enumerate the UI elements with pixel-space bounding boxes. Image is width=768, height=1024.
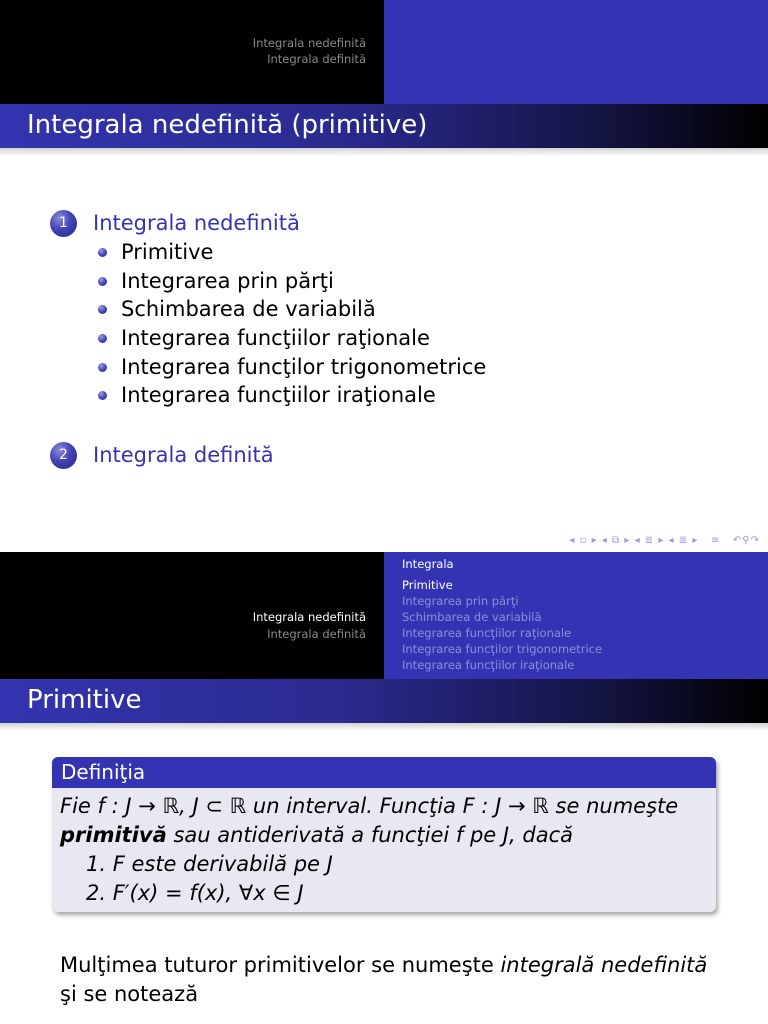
- headline-left: [0, 0, 384, 104]
- nav-frame-icon[interactable]: ▫: [579, 535, 588, 546]
- frame-title: Integrala nedefinită (primitive): [0, 104, 768, 148]
- nav-back-icon[interactable]: ↶: [732, 535, 743, 546]
- definition-term: primitivă: [60, 823, 167, 847]
- definition-title: Definiţia: [52, 757, 716, 788]
- nav-section-icon[interactable]: ≣: [678, 535, 689, 546]
- toc-subsection-label: Integrarea prin părţi: [121, 268, 334, 293]
- subsection-link-primitive[interactable]: Primitive: [402, 578, 453, 592]
- nav-next-icon[interactable]: ▸: [692, 535, 699, 546]
- bullet-icon: [98, 277, 107, 286]
- nav-next-icon[interactable]: ▸: [624, 535, 631, 546]
- body-paragraph: [60, 951, 720, 1009]
- subsection-link-prin-parti[interactable]: Integrarea prin părţi: [402, 594, 519, 608]
- toc-section-1[interactable]: [50, 208, 750, 238]
- section-link-nedefinita[interactable]: Integrala nedefinită: [252, 610, 366, 624]
- paragraph-text-2: şi se notează: [60, 982, 199, 1006]
- toc-subsection-rationale[interactable]: [98, 324, 750, 353]
- table-of-contents: [50, 208, 750, 470]
- section-link-nedefinita[interactable]: Integrala nedefinită: [252, 36, 366, 50]
- bullet-icon: [98, 248, 107, 257]
- nav-section-icon[interactable]: ≣: [644, 535, 655, 546]
- bullet-icon: [98, 305, 107, 314]
- section-link-definita[interactable]: Integrala definită: [267, 627, 366, 641]
- nav-prev-icon[interactable]: ◂: [668, 535, 675, 546]
- section-number-badge: 1: [50, 210, 77, 237]
- nav-back-icon[interactable]: ↷: [750, 535, 760, 546]
- toc-subsection-irationale[interactable]: [98, 381, 750, 410]
- toc-subsection-label: Integrarea funcţiilor iraţionale: [121, 383, 436, 408]
- headline-right: [384, 0, 768, 104]
- definition-line-1: Fie f : J → ℝ, J ⊂ ℝ un interval. Funcţia F : J → ℝ se numeşte: [60, 794, 679, 818]
- toc-subsection-label: Integrarea funcţiilor raţionale: [121, 326, 430, 351]
- definition-block: [52, 757, 716, 912]
- section-nav: [253, 609, 366, 643]
- toc-subsection-label: Integrarea funcţilor trigonometrice: [121, 354, 487, 379]
- nav-next-icon[interactable]: ▸: [591, 535, 598, 546]
- slide-2: [0, 552, 768, 1024]
- subsection-link-schimbarea[interactable]: Schimbarea de variabilă: [402, 610, 542, 624]
- nav-search-icon[interactable]: ⚲: [742, 535, 751, 546]
- toc-subsection-trigonometrice[interactable]: [98, 353, 750, 382]
- frame-title: Primitive: [0, 679, 768, 723]
- section-nav: [253, 35, 366, 67]
- paragraph-emphasis: integrală nedefinită: [500, 953, 708, 977]
- toc-section-title[interactable]: Integrala definită: [93, 443, 274, 468]
- toc-subsection-label: Primitive: [121, 240, 214, 264]
- toc-subsection-label: Schimbarea de variabilă: [121, 297, 376, 322]
- nav-subsection-icon[interactable]: ⧉: [612, 535, 621, 546]
- headline-bar: [0, 552, 768, 679]
- toc-section-2[interactable]: [50, 440, 750, 470]
- nav-prev-icon[interactable]: ◂: [634, 535, 641, 546]
- headline-right: [384, 552, 768, 679]
- subsection-link-trigonometrice[interactable]: Integrarea funcţilor trigonometrice: [402, 642, 603, 656]
- nav-prev-icon[interactable]: ◂: [569, 535, 576, 546]
- subsection-nav: [402, 556, 602, 673]
- paragraph-text-1: Mulţimea tuturor primitivelor se numeşte: [60, 953, 501, 977]
- definition-line-2-rest: sau antiderivată a funcţiei f pe J, dacă: [166, 823, 574, 847]
- toc-subsection-list: [50, 238, 750, 410]
- subsection-link-rationale[interactable]: Integrarea funcţiilor raţionale: [402, 626, 572, 640]
- headline-left: [0, 552, 384, 679]
- nav-prev-icon[interactable]: ◂: [601, 535, 608, 546]
- toc-section-title[interactable]: Integrala nedefinită: [93, 211, 300, 235]
- toc-subsection-prin-parti[interactable]: [98, 267, 750, 296]
- bullet-icon: [98, 363, 107, 372]
- toc-subsection-schimbarea[interactable]: [98, 295, 750, 324]
- subsection-link-irationale[interactable]: Integrarea funcţiilor iraţionale: [402, 658, 575, 672]
- nav-next-icon[interactable]: ▸: [658, 535, 665, 546]
- frame-title-shadow: [0, 148, 768, 156]
- definition-line-2: [60, 821, 708, 850]
- nav-appendix-icon[interactable]: ≡: [710, 535, 721, 546]
- beamer-navigation-symbols: [569, 535, 760, 546]
- toc-subsection-primitive[interactable]: [98, 238, 750, 267]
- section-number-badge: 2: [50, 442, 77, 469]
- frame-title-shadow: [0, 723, 768, 731]
- definition-item-2: 2. F′(x) = f(x), ∀x ∈ J: [86, 881, 304, 905]
- definition-item-1: 1. F este derivabilă pe J: [86, 852, 333, 876]
- bullet-icon: [98, 391, 107, 400]
- definition-body: [52, 788, 716, 908]
- headline-bar: [0, 0, 768, 104]
- section-link-definita[interactable]: Integrala definită: [267, 52, 366, 66]
- bullet-icon: [98, 334, 107, 343]
- subsection-nav-title[interactable]: Integrala: [402, 557, 454, 571]
